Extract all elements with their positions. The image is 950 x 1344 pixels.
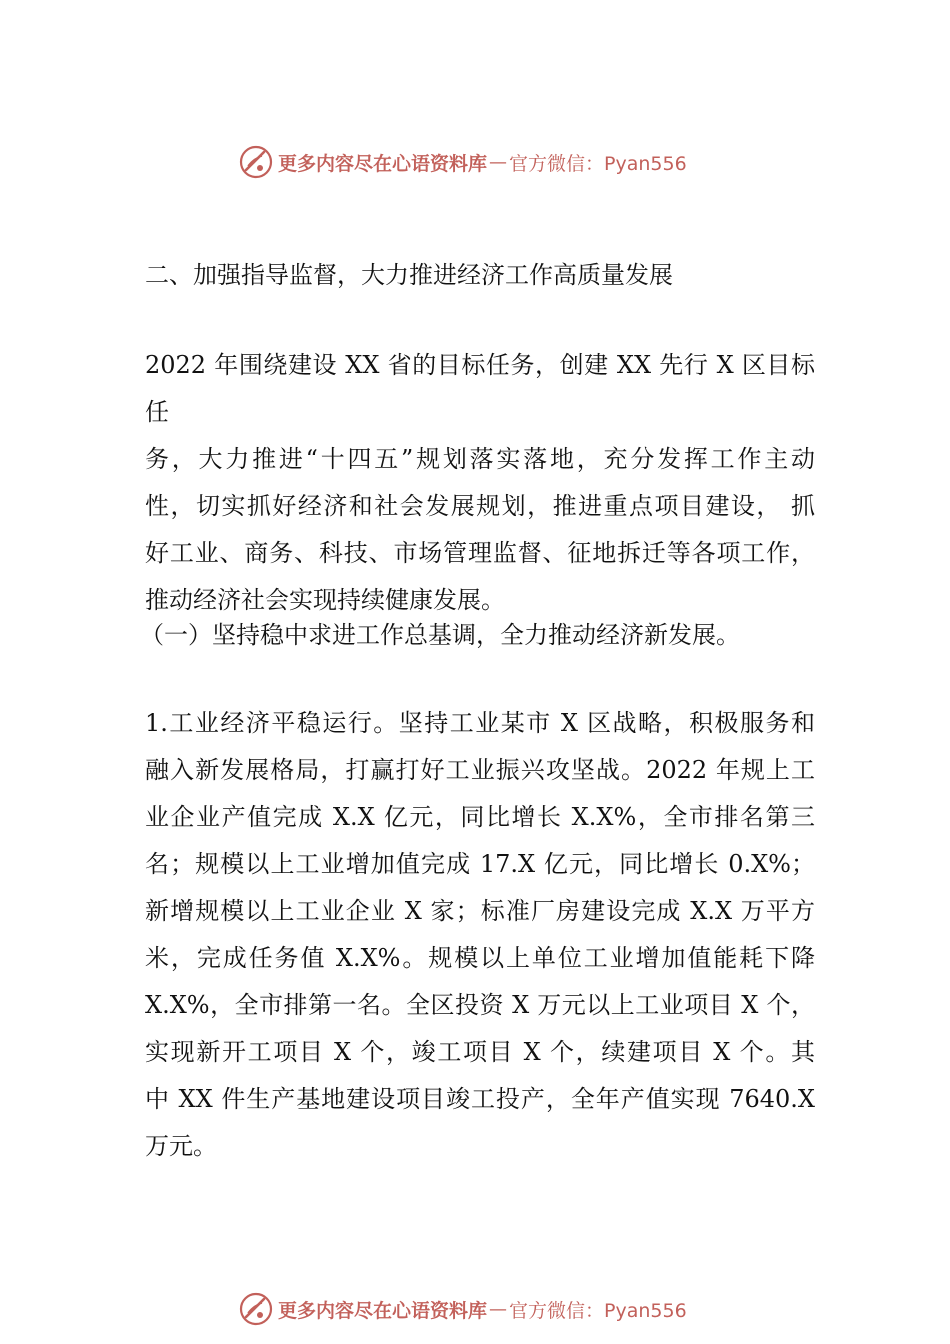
watermark-separator: — bbox=[489, 151, 508, 173]
section-heading bbox=[145, 252, 815, 299]
subsection-heading bbox=[140, 612, 810, 659]
paragraph-line: 好工业、商务、科技、市场管理监督、征地拆迁等各项工作， bbox=[145, 539, 815, 567]
pen-seal-icon bbox=[238, 144, 274, 180]
paragraph-line: 米，完成任务值 X.X%。规模以上单位工业增加值能耗下降 bbox=[145, 944, 815, 972]
paragraph-line: 融入新发展格局，打赢打好工业振兴攻坚战。2022 年规上工 bbox=[145, 756, 815, 784]
paragraph-line: 务，大力推进“十四五”规划落实落地，充分发挥工作主动 bbox=[145, 445, 815, 473]
watermark-contact: 官方微信：Pyan556 bbox=[509, 152, 687, 175]
watermark-footer bbox=[238, 1289, 687, 1329]
watermark-separator: — bbox=[489, 1298, 508, 1320]
paragraph-line: 名；规模以上工业增加值完成 17.X 亿元，同比增长 0.X%； bbox=[145, 850, 815, 878]
paragraph-line: 中 XX 件生产基地建设项目竣工投产，全年产值实现 7640.X bbox=[145, 1085, 815, 1113]
paragraph-line: 万元。 bbox=[145, 1132, 217, 1160]
watermark-text: 更多内容尽在心语资料库 bbox=[278, 152, 488, 175]
paragraph-line: 性，切实抓好经济和社会发展规划，推进重点项目建设， 抓 bbox=[145, 492, 815, 520]
paragraph-line: X.X%，全市排第一名。全区投资 X 万元以上工业项目 X 个， bbox=[145, 991, 815, 1019]
pen-seal-icon bbox=[238, 1291, 274, 1327]
paragraph-line: 推动经济社会实现持续健康发展。 bbox=[145, 586, 505, 614]
paragraph-line: 业企业产值完成 X.X 亿元，同比增长 X.X%，全市排名第三 bbox=[145, 803, 815, 831]
watermark-text: 更多内容尽在心语资料库 bbox=[278, 1299, 488, 1322]
paragraph-line: 实现新开工项目 X 个，竣工项目 X 个，续建项目 X 个。其 bbox=[145, 1038, 815, 1066]
watermark-contact: 官方微信：Pyan556 bbox=[509, 1299, 687, 1322]
paragraph-line: 新增规模以上工业企业 X 家；标准厂房建设完成 X.X 万平方 bbox=[145, 897, 815, 925]
heading-text: 二、加强指导监督，大力推进经济工作高质量发展 bbox=[145, 261, 673, 289]
subheading-text: （一）坚持稳中求进工作总基调，全力推动经济新发展。 bbox=[140, 621, 740, 649]
paragraph-line: 1.工业经济平稳运行。坚持工业某市 X 区战略，积极服务和 bbox=[145, 709, 815, 737]
paragraph-intro bbox=[145, 342, 815, 624]
watermark-header bbox=[238, 142, 687, 182]
paragraph-industry bbox=[145, 700, 815, 1170]
paragraph-line: 2022 年围绕建设 XX 省的目标任务，创建 XX 先行 X 区目标任 bbox=[145, 351, 815, 426]
